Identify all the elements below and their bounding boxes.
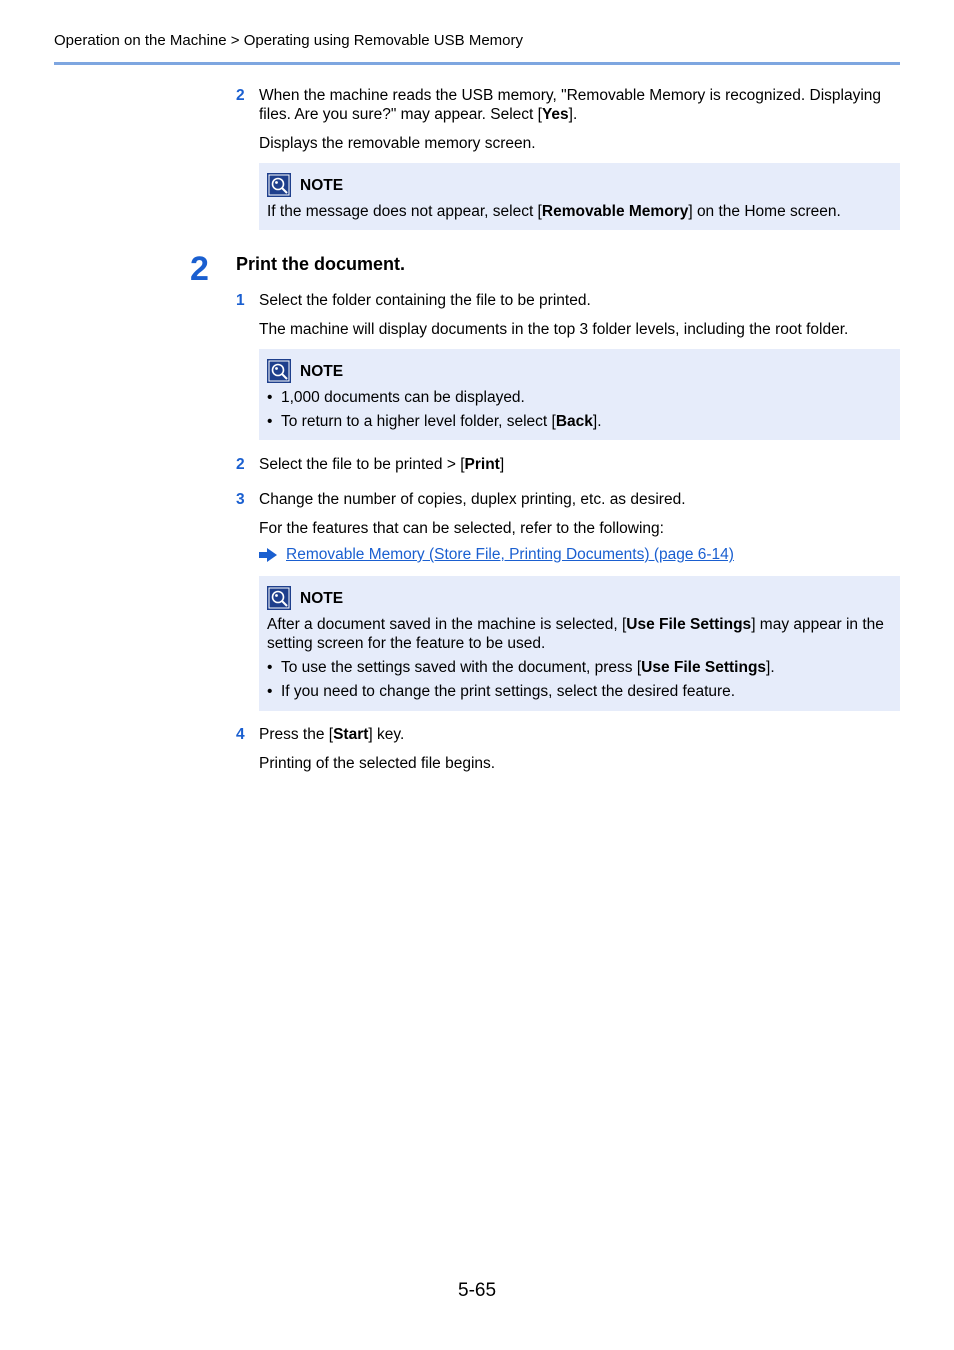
list-item: • To use the settings saved with the document, press [Use File Settings]. [267, 658, 892, 677]
list-item: • 1,000 documents can be displayed. [267, 388, 892, 407]
note-header [267, 173, 892, 197]
note-box [259, 349, 900, 440]
page-number: 5-65 [458, 1280, 497, 1301]
reference-link[interactable]: Removable Memory (Store File, Printing Documents) (page 6-14) [286, 546, 734, 563]
link-arrow-icon [259, 548, 277, 562]
breadcrumb: Operation on the Machine > Operating using Removable USB Memory [54, 32, 523, 49]
step-number: 2 [190, 250, 209, 288]
note-title: NOTE [300, 362, 344, 380]
substep-number: 2 [236, 456, 245, 473]
substep-number: 3 [236, 491, 245, 508]
note-icon [267, 586, 291, 610]
note-title: NOTE [300, 589, 344, 607]
substep-text: Select the file to be printed > [Print] [259, 456, 505, 473]
substep-text: Press the [Start] key. [259, 726, 405, 743]
note-text: If the message does not appear, select [Removable Memory] on the Home screen. [267, 203, 841, 220]
reference-link-row [259, 546, 734, 564]
list-item: • If you need to change the print settings, select the desired feature. [267, 682, 892, 701]
note-icon [267, 173, 291, 197]
note-title: NOTE [300, 176, 344, 194]
note-header [267, 586, 892, 610]
step-title: Print the document. [236, 254, 406, 274]
substep-text: When the machine reads the USB memory, "Removable Memory is recognized. Displaying files. Are you sure?" may appear. Select [Yes]. [259, 87, 882, 123]
substep-text: Select the folder containing the file to be printed. [259, 292, 591, 309]
substep-number: 1 [236, 292, 245, 309]
substep-number: 4 [236, 726, 245, 743]
note-box [259, 576, 900, 711]
note-header [267, 359, 892, 383]
note-list [267, 388, 892, 431]
note-text: After a document saved in the machine is selected, [Use File Settings] may appear in the setting screen for the feature to be used. [267, 616, 884, 652]
note-icon [267, 359, 291, 383]
note-list [267, 658, 892, 701]
header-rule [54, 62, 900, 65]
substep-number: 2 [236, 87, 245, 104]
note-box [259, 163, 900, 230]
substep-text: Change the number of copies, duplex printing, etc. as desired. [259, 491, 686, 508]
list-item: • To return to a higher level folder, select [Back]. [267, 412, 892, 431]
